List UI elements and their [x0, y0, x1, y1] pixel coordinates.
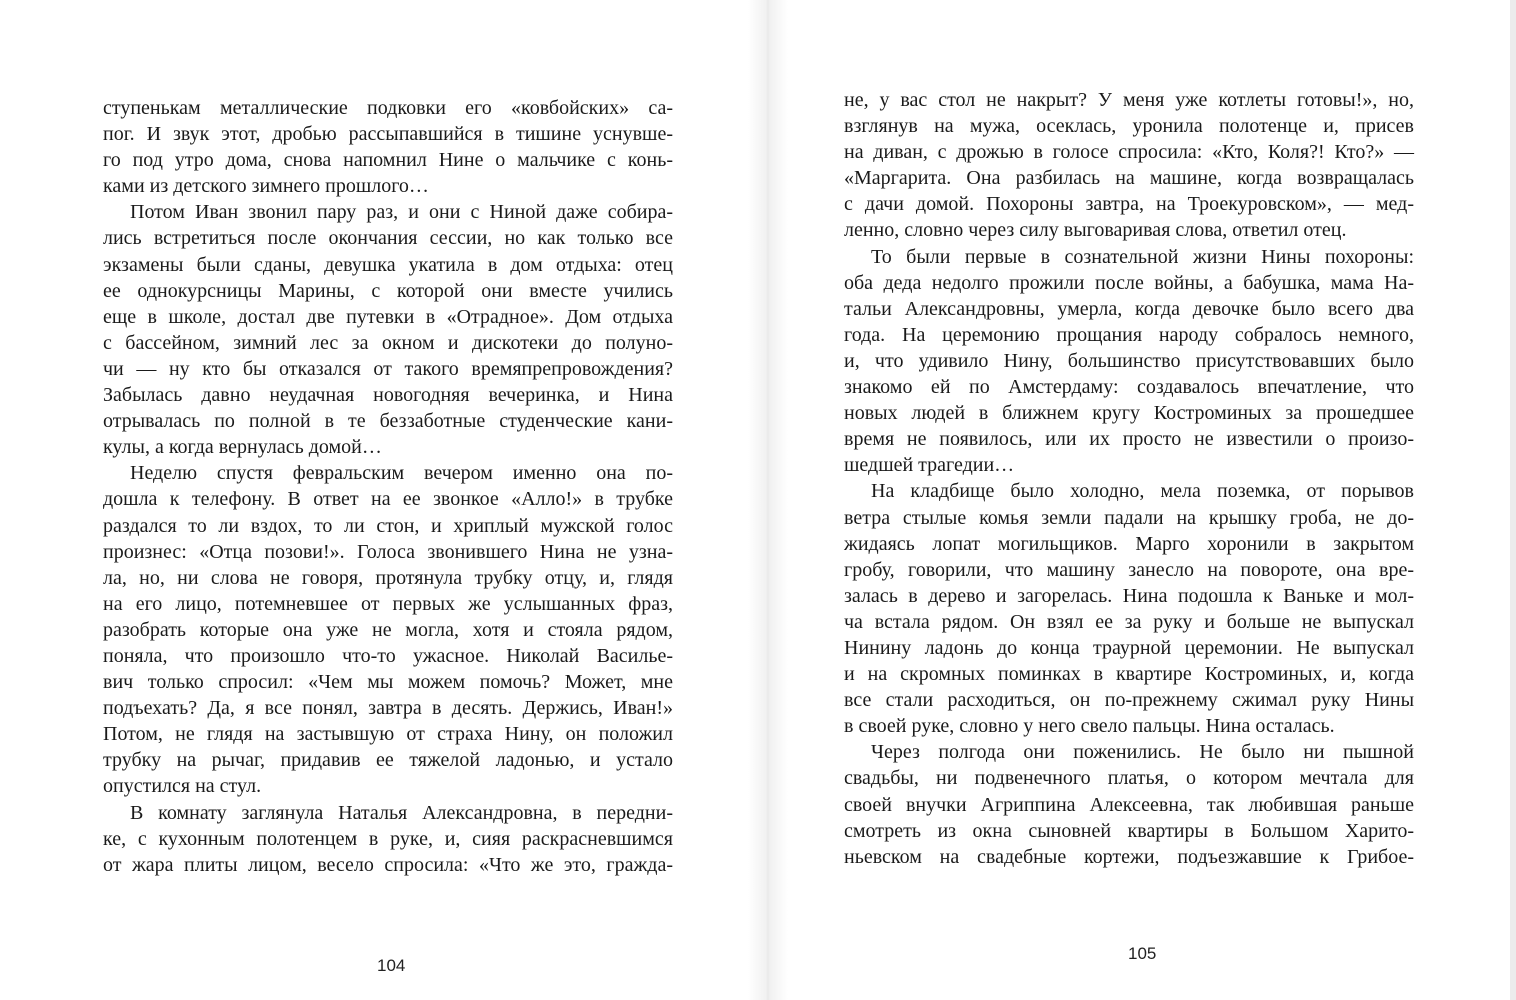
- text-line: В комнату заглянула Наталья Александровна, в передни-: [130, 801, 673, 824]
- text-line: Потом, не глядя на застывшую от страха Нину, он положил: [103, 723, 673, 746]
- text-line: го под утро дома, снова напомнил Нине о мальчике с конь-: [103, 149, 673, 172]
- text-line: на его лицо, потемневшее от первых же услышанных фраз,: [103, 592, 673, 615]
- text-line: еще в школе, достал две путевки в «Отрадное». Дом отдыха: [103, 305, 673, 328]
- text-line: подъехать? Да, я все понял, завтра в десять. Держись, Иван!»: [103, 697, 673, 720]
- text-line: с дачи домой. Похороны завтра, на Троекуровском», — мед-: [844, 193, 1414, 216]
- text-line: Через полгода они поженились. Не было ни пышной: [871, 741, 1414, 764]
- text-line: оба деда недолго прожили после войны, а бабушка, мама На-: [844, 271, 1414, 294]
- text-line: гробу, говорили, что машину занесло на повороте, она вре-: [844, 558, 1414, 581]
- right-page: [758, 0, 1516, 1000]
- text-line: ее однокурсницы Марины, с которой они вместе учились: [103, 279, 673, 302]
- left-page-number: 104: [377, 956, 406, 975]
- text-line: пог. И звук этот, дробью рассыпавшийся в тишине уснувше-: [103, 123, 673, 146]
- text-line: ла, но, ни слова не говоря, протянула трубку отцу, и, глядя: [103, 566, 673, 589]
- text-line: Забылась давно неудачная новогодняя вечеринка, и Нина: [103, 384, 673, 407]
- text-line: вич только спросил: «Чем мы можем помочь? Может, мне: [103, 671, 673, 694]
- text-line: года. На церемонию прощания народу собралось немного,: [844, 323, 1414, 346]
- text-line: раздался то ли вздох, то ли стон, и хриплый мужской голос: [103, 514, 673, 537]
- left-page-text: [103, 95, 673, 878]
- text-line: произнес: «Отца позови!». Голоса звонившего Нина не узна-: [103, 540, 673, 563]
- text-line: Потом Иван звонил пару раз, и они с Ниной даже собира-: [130, 201, 673, 224]
- text-line: и на скромных поминках в квартире Костроминых, и, когда: [844, 663, 1414, 686]
- text-line: своей внучки Агриппина Алексеевна, так любившая раньше: [844, 793, 1414, 816]
- text-line: не, у вас стол не накрыт? У меня уже котлеты готовы!», но,: [844, 89, 1414, 111]
- text-line: Неделю спустя февральским вечером именно она по-: [130, 462, 673, 485]
- text-line: На кладбище было холодно, мела поземка, от порывов: [871, 480, 1414, 503]
- text-line: экзамены были сданы, девушка укатила в дом отдыха: отец: [103, 253, 673, 276]
- text-line: залась в дерево и загорелась. Нина подошла к Ваньке и мол-: [844, 584, 1414, 607]
- text-line: поняла, что произошло что-то ужасное. Николай Василье-: [103, 644, 673, 667]
- text-line: ньевском на свадебные кортежи, подъезжавшие к Грибое-: [844, 845, 1414, 868]
- text-line: ленно, словно через силу выговаривая слова, ответил отец.: [844, 219, 1347, 242]
- right-page-text: [844, 87, 1414, 870]
- text-line: с бассейном, зимний лес за окном и дискотеки до полуно-: [103, 331, 673, 354]
- text-line: ветра стылые комья земли падали на крышку гроба, не до-: [844, 506, 1414, 529]
- text-line: шедшей трагедии…: [844, 454, 1015, 477]
- text-line: в своей руке, словно у него свело пальцы. Нина осталась.: [844, 715, 1335, 738]
- text-line: То были первые в сознательной жизни Нины похороны:: [871, 245, 1414, 268]
- text-line: свадьбы, ни подвенечного платья, о котором мечтала для: [844, 767, 1414, 790]
- text-line: трубку на рычаг, придавив ее тяжелой ладонью, и устало: [103, 749, 673, 772]
- text-line: на диван, с дрожью в голосе спросила: «Кто, Коля?! Кто?» —: [844, 141, 1414, 164]
- text-line: смотреть из окна сыновней квартиры в Большом Харито-: [844, 819, 1414, 842]
- text-line: и, что удивило Нину, большинство присутствовавших было: [844, 349, 1414, 372]
- text-line: ступенькам металлические подковки его «ковбойских» са-: [103, 97, 673, 119]
- text-line: лись встретиться после окончания сессии, но как только все: [103, 227, 673, 250]
- text-line: все стали расходиться, он по-прежнему сжимал руку Нины: [844, 689, 1414, 712]
- text-line: дошла к телефону. В ответ на ее звонкое «Алло!» в трубке: [103, 488, 673, 511]
- text-line: взглянув на мужа, осеклась, уронила полотенце и, присев: [844, 115, 1414, 138]
- text-line: чи — ну кто бы отказался от такого времяпрепровождения?: [103, 357, 673, 380]
- right-page-number: 105: [1128, 944, 1157, 963]
- text-line: кулы, а когда вернулась домой…: [103, 436, 382, 459]
- text-line: ча встала рядом. Он взял ее за руку и больше не выпускал: [844, 610, 1414, 633]
- text-line: тальи Александровны, умерла, когда девочке было всего два: [844, 297, 1414, 320]
- text-line: жидаясь лопат могильщиков. Марго хоронили в закрытом: [844, 532, 1414, 555]
- text-line: Нинину ладонь до конца траурной церемонии. Не выпускал: [844, 636, 1414, 659]
- text-line: от жара плиты лицом, весело спросила: «Что же это, гражда-: [103, 853, 673, 876]
- text-line: ками из детского зимнего прошлого…: [103, 175, 429, 198]
- text-line: новых людей в ближнем кругу Костроминых за прошедшее: [844, 402, 1414, 425]
- text-line: отрывалась по полной в те беззаботные студенческие кани-: [103, 410, 673, 433]
- text-line: ке, с кухонным полотенцем в руке, и, сияя раскрасневшимся: [103, 827, 673, 850]
- text-line: время не появилось, или их просто не известили о произо-: [844, 428, 1414, 451]
- text-line: «Маргарита. Она разбилась на машине, когда возвращалась: [844, 167, 1414, 190]
- text-line: опустился на стул.: [103, 775, 262, 798]
- text-line: разобрать которые она уже не могла, хотя и стояла рядом,: [103, 618, 673, 641]
- text-line: знакомо ей по Амстердаму: создавалось впечатление, что: [844, 376, 1414, 399]
